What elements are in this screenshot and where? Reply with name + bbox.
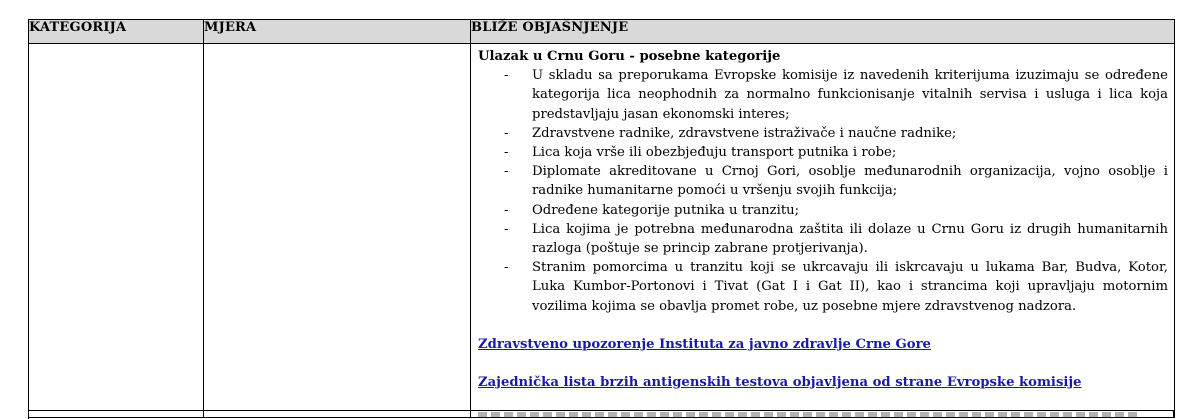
header-objasnjenje: BLIŽE OBJAŠNJENJE — [471, 20, 1175, 44]
list-item-text: Određene kategorije putnika u tranzitu; — [532, 202, 800, 218]
list-item — [504, 162, 1168, 200]
list-item-text: U skladu sa preporukama Evropske komisije iz navedenih kriterijuma izuzimaju se određene kategorija lica neophodnih za normalno funkcionisanje vitalnih servisa i usluga i lica koja predstavljaju jasan ekonomski interes; — [532, 68, 1168, 122]
spacer — [478, 316, 1168, 335]
cell-kategorija — [29, 44, 204, 418]
dash-bullet: - — [504, 145, 509, 161]
list-item-text: Zdravstvene radnike, zdravstvene istraživače i naučne radnike; — [532, 125, 957, 141]
list-item-text: Lica koja vrše ili obezbjeđuju transport putnika i robe; — [532, 145, 897, 161]
row-border — [470, 410, 471, 418]
list-item — [504, 124, 1168, 143]
list-item — [504, 201, 1168, 220]
category-list — [478, 66, 1168, 316]
dash-bullet: - — [504, 260, 509, 276]
list-item-text: Stranim pomorcima u tranzitu koji se ukrcavaju ili iskrcavaju u lukama Bar, Budva, Kotor, Luka Kumbor-Portonovi i Tivat (Gat I i Gat II), kao i strancima koji upravljaju motornim vozilima kojima se obavlja promet robe, uz posebne mjere zdravstvenog nadzora. — [532, 260, 1168, 314]
section-title: Ulazak u Crnu Goru - posebne kategorije — [478, 49, 781, 64]
dash-bullet: - — [504, 221, 509, 237]
cell-mjera — [204, 44, 471, 418]
row-border — [203, 410, 204, 418]
measures-table — [28, 19, 1175, 418]
list-item-text: Diplomate akreditovane u Crnoj Gori, osoblje međunarodnih organizacija, vojno osoblje i radnike humanitarne pomoći u vršenju svojih funkcija; — [532, 164, 1168, 199]
header-kategorija: KATEGORIJA — [29, 20, 204, 44]
list-item-text: Lica kojima je potrebna međunarodna zaštita ili dolaze u Crnu Goru iz drugih humanitarnih razloga (poštuje se princip zabrane protjerivanja). — [532, 221, 1168, 257]
clipped-text-line — [478, 412, 1138, 418]
list-item — [504, 220, 1168, 258]
list-item — [504, 66, 1168, 124]
dash-bullet: - — [504, 68, 509, 84]
table-row — [29, 44, 1175, 418]
link-antigen-test-list[interactable]: Zajednička lista brzih antigenskih testova objavljena od strane Evropske komisije — [478, 375, 1082, 391]
dash-bullet: - — [504, 125, 509, 141]
list-item — [504, 143, 1168, 162]
table-header-row — [29, 20, 1175, 44]
spacer — [478, 354, 1168, 373]
header-mjera: MJERA — [204, 20, 471, 44]
dash-bullet: - — [504, 202, 509, 218]
link-health-warning[interactable]: Zdravstveno upozorenje Instituta za javno zdravlje Crne Gore — [478, 336, 931, 352]
list-item — [504, 258, 1168, 316]
row-border — [1173, 410, 1174, 418]
cell-objasnjenje — [471, 44, 1175, 418]
dash-bullet: - — [504, 164, 509, 180]
row-border — [28, 410, 29, 418]
